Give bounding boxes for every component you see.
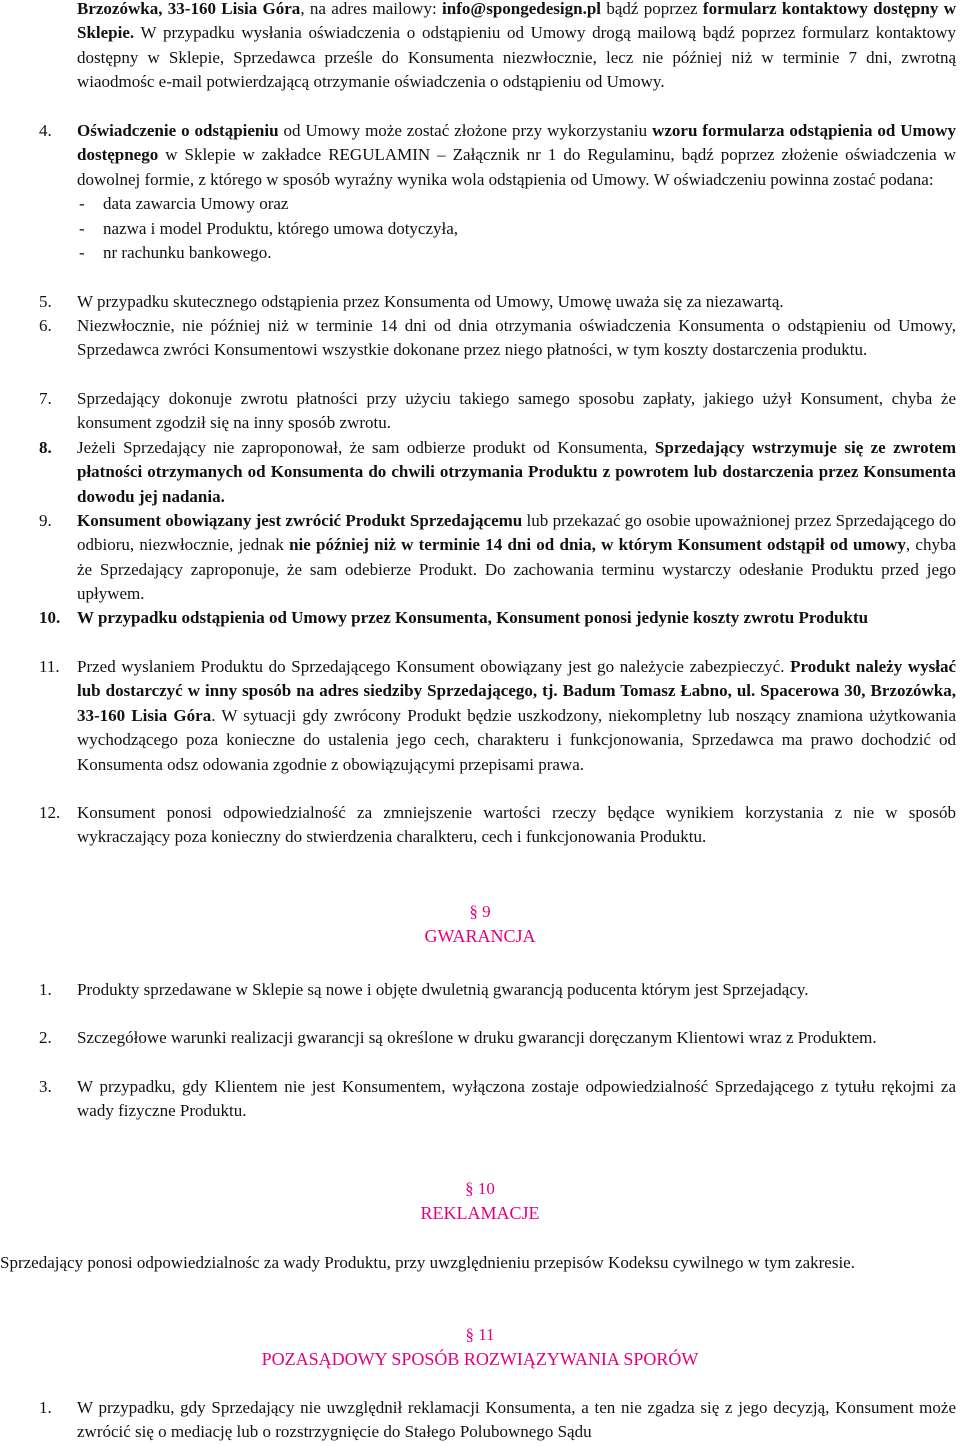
item-text: wzoru formularza odstąpienia od Umowy dostępnego [77,121,956,165]
item-text: Niezwłocznie, nie później niż w terminie 14 dni od dnia otrzymania oświadczenia Konsumenta o odstąpieniu od Umowy, Sprzedawca zwróci Konsumentowi wszystkie dokonane przez niego płatności, w tym koszty dostarczenia produktu. [77,316,956,360]
list-item [0,655,956,777]
item-number: 10. [39,608,61,627]
item-text: W przypadku, gdy Sprzedający nie uwzględnił reklamacji Konsumenta, a ten nie zgadza się z jego decyzją, Konsument może zwrócić się o mediację lub o rozstrzygnięcie do Stałego Polubownego Sądu [77,1398,956,1442]
item-number: 5. [39,292,52,311]
item-number: 12. [39,803,61,822]
item-number: 1. [39,1398,52,1417]
item-number: 8. [39,438,52,457]
item-number: 3. [39,1077,52,1096]
item-text: lub przekazać go osobie upoważnionej przez Sprzedającego do odbioru, niezwłocznie, jednak [77,511,956,555]
item-text: , chyba że Sprzedający zaproponuje, że sam odebierze Produkt. Do zachowania terminu wystarczy odesłanie Produktu przed jego upływem. [77,535,956,604]
item-text: Przed wyslaniem Produktu do Sprzedającego Konsument obowiązany jest go należycie zabezpieczyć. [77,657,791,676]
list-item [0,387,956,436]
section-number: § 11 [465,1325,495,1344]
item-number: 4. [39,121,52,140]
item-text: Produkt należy wysłać lub dostarczyć w inny sposób na adres siedziby Sprzedającego, tj. Badum Tomasz Łabno, ul. Spacerowa 30, Brzozówka, 33-160 Lisia Góra [77,657,957,725]
list-item [0,1396,956,1445]
list-item [0,978,956,1002]
intro-text: W przypadku wysłania oświadczenia o odstąpieniu od Umowy drogą mailową bądź poprzez formularz kontaktowy dostępny w Sklepie, Sprzedawca prześle do Konsumenta niezwłocznie, lecz nie później niż w terminie 7 dni, zwrotną wiaodmośc e-mail potwierdzającą otrzymanie oświadczenia o odstąpieniu od Umowy. [77,23,956,92]
list-item [0,1075,956,1124]
item-number: 7. [39,389,52,408]
list-item [0,290,956,314]
section-number: § 10 [465,1179,495,1198]
section-heading [0,900,960,948]
list-item [0,436,956,509]
sub-list-item: - nr rachunku bankowego. [77,241,956,265]
list-item [0,314,956,363]
list-item [0,1026,956,1050]
contact-form-text: formularz kontaktowy dostępny w Sklepie. [77,0,956,43]
list-item [0,801,956,850]
item-number: 6. [39,316,52,335]
sub-list-item: - nazwa i model Produktu, którego umowa dotyczyła, [77,217,956,241]
section-heading [0,1323,960,1371]
item-text: Jeżeli Sprzedający nie zaproponował, że sam odbierze produkt od Konsumenta, [77,438,655,457]
item-number: 11. [39,657,60,676]
item-text: nie później niż w terminie 14 dni od dnia, w którym Konsument odstąpił od umowy [289,535,906,555]
list-item [0,509,956,607]
item-text: . W sytuacji gdy zwrócony Produkt będzie uszkodzony, niekompletny lub noszący znamiona użytkowania wychodzącego poza konieczne do ustalenia jego cech, charakteru i funkcjonowania, Sprzedawca ma prawo dochodzić od Konsumenta odsz odowania zgodnie z obowiązującymi przepisami prawa. [77,705,956,774]
item-number: 2. [39,1028,52,1047]
section-heading [0,1177,960,1225]
intro-paragraph [77,0,956,95]
item-text: Konsument ponosi odpowiedzialność za zmniejszenie wartości rzeczy będące wynikiem korzystania z nie w sposób wykraczający poza konieczny do stwierdzenia charalkteru, cech i funkcjonowania Produktu. [77,803,956,847]
item-text: od Umowy może zostać złożone przy wykorzystaniu [278,121,653,140]
item-text: Szczegółowe warunki realizacji gwarancji są określone w druku gwarancji doręczanym Klientowi wraz z Produktem. [77,1028,877,1047]
item-text: Konsument obowiązany jest zwrócić Produkt Sprzedającemu [77,511,523,530]
section-title: REKLAMACJE [420,1203,540,1223]
item-text: W przypadku odstąpienia od Umowy przez Konsumenta, Konsument ponosi jedynie koszty zwrotu Produktu [77,608,869,627]
intro-text: bądź poprzez [601,0,703,18]
item-text: w Sklepie w zakładce REGULAMIN – Załącznik nr 1 do Regulaminu, bądź poprzez złożenie oświadczenia w dowolnej formie, z którego w sposób wyraźny wynika wola odstąpienia od Umowy. W oświadczeniu powinna zostać podana: [77,145,956,189]
item-text: Sprzedający wstrzymuje się ze zwrotem płatności otrzymanych od Konsumenta do chwili otrzymania Produktu z powrotem lub dostarczenia przez Konsumenta dowodu jej nadania. [77,438,957,506]
item-number: 1. [39,980,52,999]
list-item [0,119,956,265]
item-text: Oświadczenie o odstąpieniu [77,121,279,140]
item-text: Produkty sprzedawane w Sklepie są nowe i objęte dwuletnią gwarancją poducenta którym jest Sprzejadący. [77,980,809,999]
item-text: W przypadku, gdy Klientem nie jest Konsumentem, wyłączona zostaje odpowiedzialność Sprzedającego z tytułu rękojmi za wady fizyczne Produktu. [77,1077,956,1121]
address-text: Brzozówka, 33-160 Lisia Góra [77,0,301,18]
item-text: Sprzedający dokonuje zwrotu płatności przy użyciu takiego samego sposobu zapłaty, jakiego użył Konsument, chyba że konsument zgodził się na inny sposób zwrotu. [77,389,956,433]
section-number: § 9 [469,902,491,921]
item-text: W przypadku skutecznego odstąpienia przez Konsumenta od Umowy, Umowę uważa się za niezawartą. [77,292,784,311]
list-item [0,606,956,630]
section-title: POZASĄDOWY SPOSÓB ROZWIĄZYWANIA SPORÓW [261,1349,699,1369]
email-link[interactable]: info@spongedesign.pl [442,0,601,18]
intro-text: , na adres mailowy: [300,0,443,18]
item-number: 9. [39,511,52,530]
sub-list-item: - data zawarcia Umowy oraz [77,192,956,216]
paragraph: Sprzedający ponosi odpowiedzialnośc za wady Produktu, przy uwzględnieniu przepisów Kodeksu cywilnego w tym zakresie. [0,1253,855,1272]
section-title: GWARANCJA [424,926,536,946]
